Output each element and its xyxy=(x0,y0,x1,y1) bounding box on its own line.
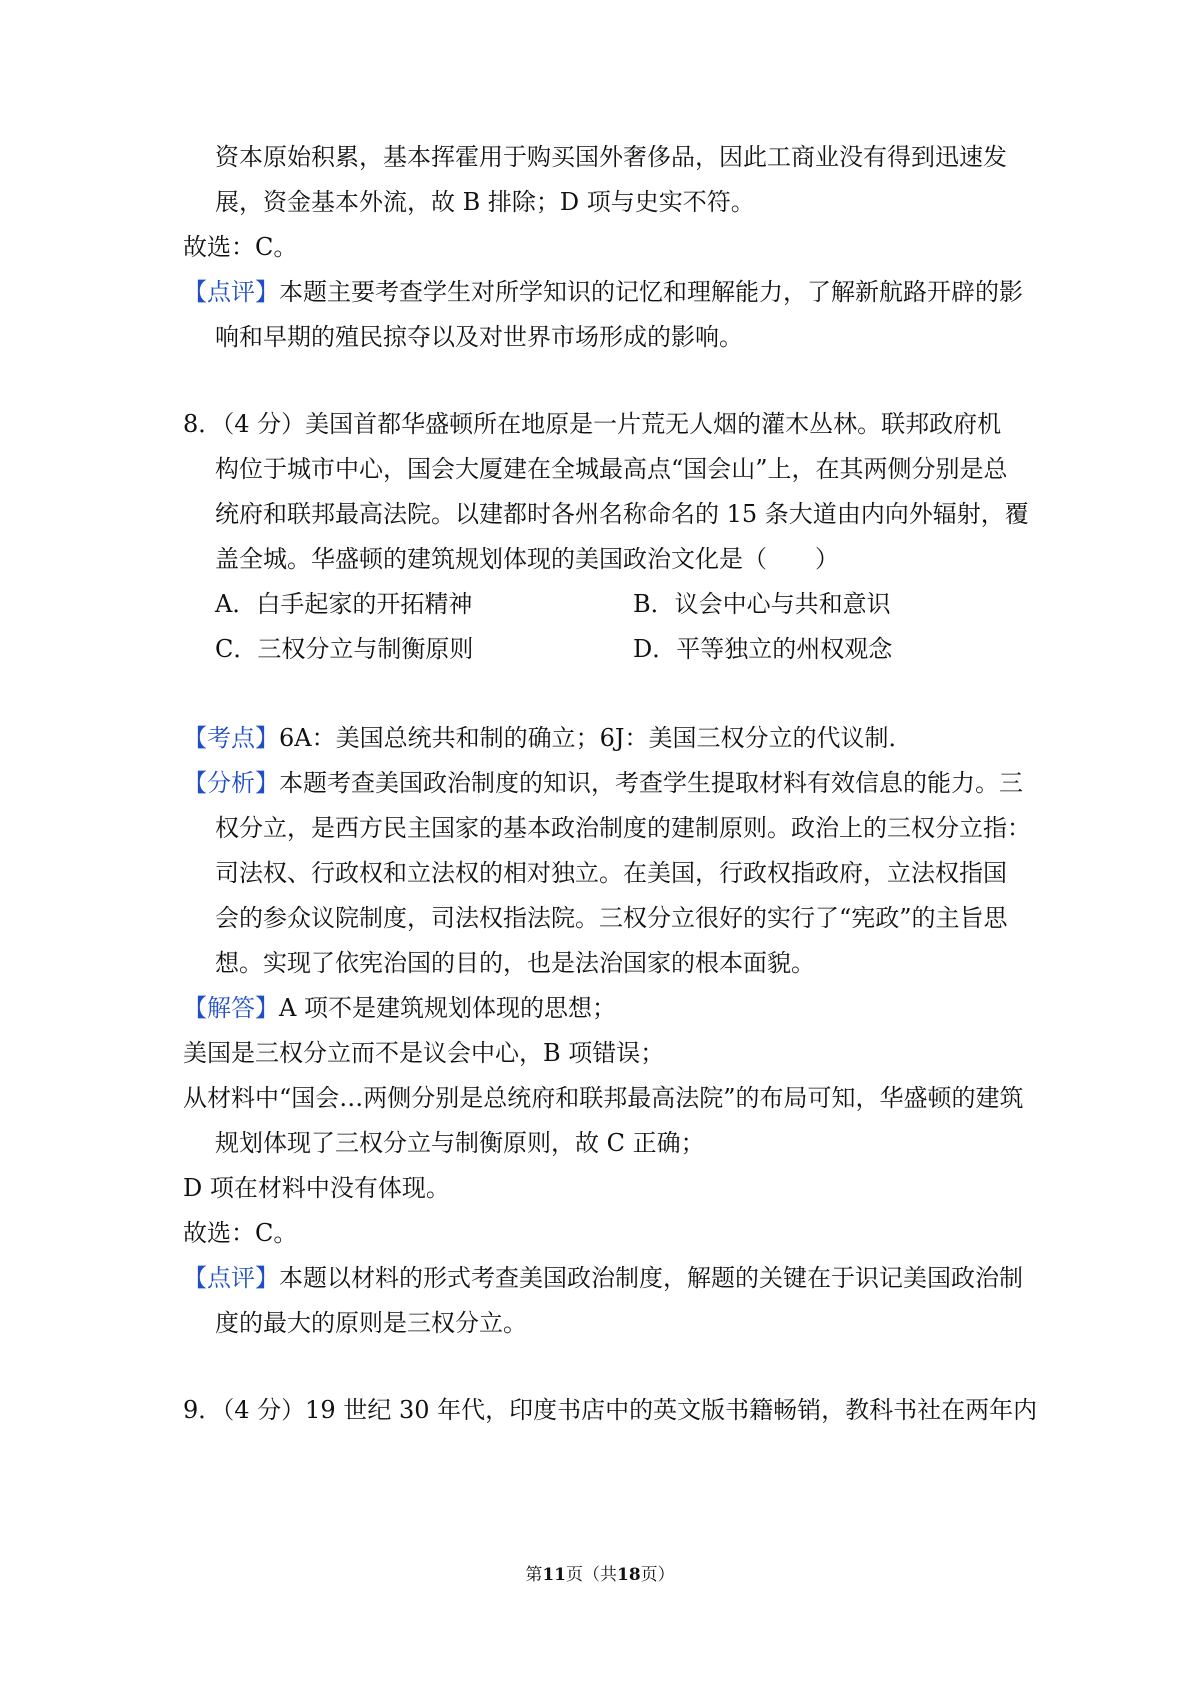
page-footer xyxy=(0,1567,1200,1584)
comment-tag: 【点评】 xyxy=(183,278,279,306)
q8-option-c: C．三权分立与制衡原则 xyxy=(215,635,474,663)
prev-comment-line-2: 响和早期的殖民掠夺以及对世界市场形成的影响。 xyxy=(215,323,743,351)
comment-tag: 【点评】 xyxy=(183,1264,279,1292)
footer-total-pages: 18 xyxy=(617,1565,641,1585)
q8-comment xyxy=(183,1266,1023,1290)
q8-analysis-line-5: 想。实现了依宪治国的目的，也是法治国家的根本面貌。 xyxy=(215,949,815,977)
q8-point xyxy=(183,726,913,750)
prev-analysis-line-1: 资本原始积累，基本挥霍用于购买国外奢侈品，因此工商业没有得到迅速发 xyxy=(215,143,1007,171)
q8-stem-line-1: 8．（4 分）美国首都华盛顿所在地原是一片荒无人烟的灌木丛林。联邦政府机 xyxy=(183,410,1002,438)
q8-solution-line-4: 规划体现了三权分立与制衡原则，故 C 正确； xyxy=(215,1129,705,1157)
q8-stem-line-4: 盖全城。华盛顿的建筑规划体现的美国政治文化是（ ） xyxy=(215,545,839,573)
prev-comment-text-1: 本题主要考查学生对所学知识的记忆和理解能力，了解新航路开辟的影 xyxy=(279,278,1023,306)
q8-solution xyxy=(183,996,616,1020)
q8-solution-line-3: 从材料中“国会…两侧分别是总统府和联邦最高法院”的布局可知，华盛顿的建筑 xyxy=(183,1084,1024,1112)
q8-option-b: B．议会中心与共和意识 xyxy=(633,590,891,618)
q8-option-d: D．平等独立的州权观念 xyxy=(633,635,893,663)
analysis-tag: 【分析】 xyxy=(183,769,279,797)
q8-solution-line-2: 美国是三权分立而不是议会中心，B 项错误； xyxy=(183,1039,665,1067)
solution-tag: 【解答】 xyxy=(183,994,279,1022)
prev-comment xyxy=(183,280,1023,304)
q8-analysis-line-3: 司法权、行政权和立法权的相对独立。在美国，行政权指政府，立法权指国 xyxy=(215,859,1007,887)
q8-option-a: A．白手起家的开拓精神 xyxy=(215,590,473,618)
q8-comment-line-2: 度的最大的原则是三权分立。 xyxy=(215,1309,527,1337)
footer-page-number: 11 xyxy=(542,1565,566,1585)
prev-analysis-line-2: 展，资金基本外流，故 B 排除；D 项与史实不符。 xyxy=(215,188,755,216)
footer-middle: 页（共 xyxy=(566,1565,617,1585)
q8-solution-line-5: D 项在材料中没有体现。 xyxy=(183,1174,450,1202)
q8-stem-line-3: 统府和联邦最高法院。以建都时各州名称命名的 15 条大道由内向外辐射，覆 xyxy=(215,500,1029,528)
footer-suffix: 页） xyxy=(640,1565,675,1585)
point-tag: 【考点】 xyxy=(183,724,279,752)
q8-analysis-text-1: 本题考查美国政治制度的知识，考查学生提取材料有效信息的能力。三 xyxy=(279,769,1023,797)
q8-analysis-line-2: 权分立，是西方民主国家的基本政治制度的建制原则。政治上的三权分立指： xyxy=(215,814,1031,842)
q8-point-text: 6A：美国总统共和制的确立；6J：美国三权分立的代议制． xyxy=(279,724,913,752)
q8-analysis-line-4: 会的参众议院制度，司法权指法院。三权分立很好的实行了“宪政”的主旨思 xyxy=(215,904,1008,932)
q8-stem-line-2: 构位于城市中心，国会大厦建在全城最高点“国会山”上，在其两侧分别是总 xyxy=(215,455,1008,483)
q8-analysis xyxy=(183,771,1023,795)
q8-solution-text-1: A 项不是建筑规划体现的思想； xyxy=(279,994,616,1022)
footer-prefix: 第 xyxy=(525,1565,543,1585)
prev-answer: 故选：C。 xyxy=(183,233,298,261)
q9-stem-line-1: 9．（4 分）19 世纪 30 年代，印度书店中的英文版书籍畅销，教科书社在两年内 xyxy=(183,1396,1038,1424)
q8-answer: 故选：C。 xyxy=(183,1219,298,1247)
q8-comment-text-1: 本题以材料的形式考查美国政治制度，解题的关键在于识记美国政治制 xyxy=(279,1264,1023,1292)
